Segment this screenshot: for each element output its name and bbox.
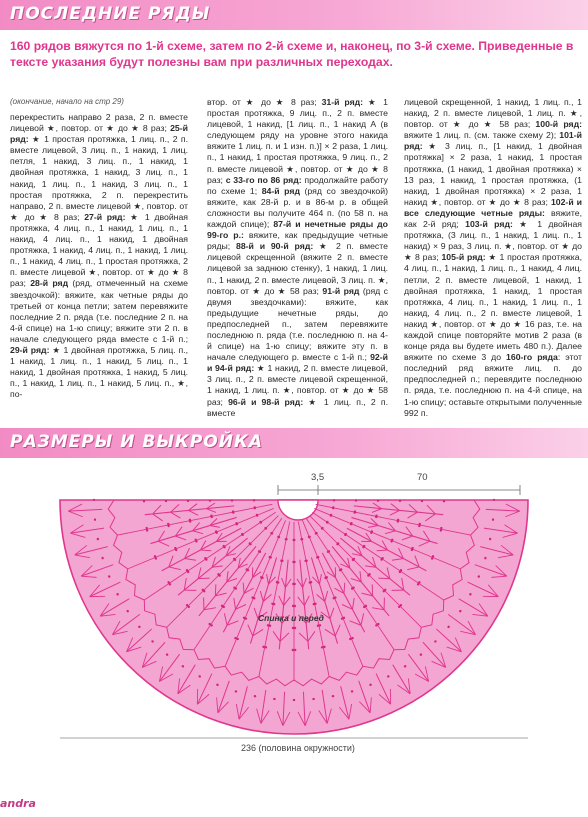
eyelet-dot [209, 499, 211, 501]
eyelet-dot [210, 515, 212, 517]
page-title: ПОСЛЕДНИЕ РЯДЫ [10, 4, 211, 24]
eyelet-dot [102, 557, 104, 559]
row-heading: 31-й ряд: [321, 97, 364, 107]
eyelet-dot [440, 527, 442, 529]
eyelet-dot [154, 555, 156, 557]
eyelet-dot [233, 558, 235, 560]
eyelet-dot [294, 649, 296, 651]
eyelet-dot [398, 606, 400, 608]
instruction-text: : этот последний ряд вяжите лиц. п. до предпоследней п.; перевядите последнюю п. ряда, т.е. последнюю п. на 4-й спице, на 1-ю спицу; оставьте открытыми полученные 992 п. [404, 352, 582, 418]
eyelet-dot [270, 532, 272, 534]
eyelet-dot [271, 603, 273, 605]
eyelet-dot [294, 627, 296, 629]
eyelet-dot [355, 499, 357, 501]
eyelet-dot [351, 587, 353, 589]
eyelet-dot [145, 527, 147, 529]
eyelet-dot [259, 521, 261, 523]
eyelet-dot [321, 527, 323, 529]
eyelet-dot [336, 543, 338, 545]
eyelet-dot [292, 649, 294, 651]
eyelet-dot [94, 519, 96, 521]
eyelet-dot [362, 546, 364, 548]
eyelet-dot [350, 523, 352, 525]
eyelet-dot [143, 500, 145, 502]
eyelet-dot [339, 569, 341, 571]
eyelet-dot [326, 521, 328, 523]
eyelet-dot [315, 532, 317, 534]
eyelet-dot [243, 617, 245, 619]
eyelet-dot [262, 646, 264, 648]
instruction-text: (ряд, отмеченный на схеме звездочкой): вяжите, как четные ряды до третьей от конца петли; затем перевяжите последние 2 п. ряда (т.е. последние 2 п. на 4-й спице) на 1-ю спицу; вяжите эти 2 п. в начале следующего ряда вместе с 1-й п.; [10, 278, 188, 344]
instruction-text: ★ 1 простая протяжка, 9 лиц. п., 2 п. вместе лицевой, 1 накид, [1 лиц. п., 1 накид А (в следующем ряду на уровне этого накида вяжите 1 лиц. п. и 1 изн. п.)] × 2 раза, 1 лиц. п., 1 накид, 1 простая протяжка, 9 лиц. п., 2 п. вместе лицевой ★, повтор. от ★ до ★ 8 раз; [207, 97, 389, 185]
eyelet-dot [399, 500, 401, 502]
row-heading: 96-й и 98-й ряд: [228, 396, 304, 407]
section-title: РАЗМЕРЫ И ВЫКРОЙКА [10, 432, 264, 452]
row-heading: 102-й и все следующие четные ряды: [404, 196, 582, 218]
instruction-text: вяжите 1 лиц. п. (см. также схему 2); [404, 130, 560, 141]
eyelet-dot [285, 538, 287, 540]
eyelet-dot [484, 557, 486, 559]
eyelet-dot [254, 695, 256, 697]
row-heading: 92-й и 94-й ряд: [207, 352, 388, 374]
row-heading: 27-й ряд: [84, 211, 126, 222]
eyelet-dot [308, 536, 310, 538]
row-heading: 28-й ряд [30, 278, 69, 289]
motif-line [215, 584, 216, 595]
eyelet-dot [367, 574, 369, 576]
eyelet-dot [165, 500, 167, 502]
eyelet-dot [292, 561, 294, 563]
eyelet-dot [249, 542, 251, 544]
instruction-text: перекрестить направо 2 раза, 2 п. вместе лицевой ★, повтор. от ★ до ★ 8 раз; [10, 112, 188, 134]
eyelet-dot [387, 675, 389, 677]
eyelet-dot [265, 646, 267, 648]
eyelet-dot [108, 576, 110, 578]
instruction-text: (ряд с двумя звездочками): вяжите, как предыдущие нечетные ряды, до предпоследней п., затем перевяжите последнюю п. ряда (т.е. последнюю п. на 4-й спице) на 1-ю спицу; вяжите эту п. в начале следующего р. вместе с 1-й п.; [207, 285, 388, 363]
eyelet-dot [155, 557, 157, 559]
eyelet-dot [189, 519, 191, 521]
eyelet-dot [97, 538, 99, 540]
eyelet-dot [215, 530, 217, 532]
eyelet-dot [237, 638, 239, 640]
eyelet-dot [333, 499, 335, 501]
eyelet-dot [186, 569, 188, 571]
row-heading: с 33-го по 86 ряд: [225, 174, 302, 185]
eyelet-dot [280, 560, 282, 562]
eyelet-dot [404, 665, 406, 667]
eyelet-dot [400, 604, 402, 606]
eyelet-dot [309, 581, 311, 583]
eyelet-dot [363, 606, 365, 608]
motif-line [378, 578, 389, 579]
eyelet-dot [432, 555, 434, 557]
instruction-text: ★ 1 лиц. п., 2 п. вместе [207, 396, 388, 418]
eyelet-dot [330, 514, 332, 516]
instruction-text: продолжайте работу по схеме 1; [207, 174, 388, 196]
eyelet-dot [258, 550, 260, 552]
eyelet-dot [377, 623, 379, 625]
eyelet-dot [349, 638, 351, 640]
eyelet-dot [478, 575, 480, 577]
eyelet-dot [370, 532, 372, 534]
eyelet-dot [241, 533, 243, 535]
eyelet-dot [351, 690, 353, 692]
eyelet-dot [434, 640, 436, 642]
instruction-text: ★ 1 простая протяжка, 1 лиц. п., 2 п. вместе лицевой, 3 лиц. п., 1 накид, 1 лиц. петля, 1 накид, 3 лиц. п., 1 накид, 1 двойная протяжка, 1 накид, 3 лиц. п., 1 накид, 1 лиц. п., 1 накид, 3 лиц. п., 1 простая протяжка, 2 п. перекрестить направо, 2 п. вместе лицевой ★, повтор. от ★ до ★ 8 раз; [10, 134, 188, 222]
eyelet-dot [232, 510, 234, 512]
eyelet-dot [375, 624, 377, 626]
eyelet-dot [332, 695, 334, 697]
eyelet-dot [419, 523, 421, 525]
row-heading: 100-й ряд: [535, 119, 582, 130]
instruction-text: вяжите, как 2-й ряд; [404, 207, 582, 230]
eyelet-dot [383, 590, 385, 592]
eyelet-dot [127, 610, 129, 612]
center-label: Спинка и перед [258, 613, 324, 623]
eyelet-dot [324, 577, 326, 579]
eyelet-dot [256, 514, 258, 516]
row-heading: 103-й ряд: [465, 219, 513, 230]
eyelet-dot [411, 549, 413, 551]
brand-logo: andra [0, 797, 36, 810]
eyelet-dot [166, 654, 168, 656]
eyelet-dot [167, 523, 169, 525]
eyelet-dot [341, 617, 343, 619]
continuation-note: (окончание, начало на стр 29) [10, 97, 124, 106]
eyelet-dot [333, 597, 335, 599]
eyelet-dot [300, 538, 302, 540]
eyelet-dot [174, 547, 176, 549]
eyelet-dot [138, 626, 140, 628]
eyelet-dot [292, 539, 294, 541]
eyelet-dot [188, 606, 190, 608]
eyelet-dot [319, 624, 321, 626]
eyelet-dot [182, 665, 184, 667]
eyelet-dot [277, 536, 279, 538]
eyelet-dot [459, 610, 461, 612]
eyelet-dot [317, 625, 319, 627]
eyelet-dot [351, 637, 353, 639]
eyelet-dot [292, 627, 294, 629]
instruction-text: (ряд со звездочкой) вяжите, как 28-й р. и в 86-м р. в общей сложности вы получите 464 п. (по 58 п. на каждой спице); [207, 185, 388, 230]
eyelet-dot [313, 603, 315, 605]
eyelet-dot [187, 500, 189, 502]
instruction-text: ★ 1 двойная протяжка, 4 лиц. п., 1 накид, 1 лиц. п., 1 накид, 4 лиц. п., 1 накид, 1 двойная протяжка, 1 накид, 4 лиц. п., 1 накид, 1 лиц. п., 1 накид, 4 лиц. п., 1 простая протяжка, 2 п. вместе лицевой ★, повтор. от ★ до ★ 8 раз; [10, 211, 189, 289]
row-heading: 101-й ряд: [404, 130, 582, 152]
eyelet-dot [352, 559, 354, 561]
eyelet-dot [293, 699, 295, 701]
eyelet-dot [223, 545, 225, 547]
eyelet-dot [304, 560, 306, 562]
eyelet-dot [327, 551, 329, 553]
eyelet-dot [390, 540, 392, 542]
eyelet-dot [210, 624, 212, 626]
eyelet-dot [440, 529, 442, 531]
eyelet-dot [344, 534, 346, 536]
instruction-text: ★ 1 двойная протяжка, (3 лиц. п., 1 накид, 1 лиц. п., 1 накид) × 9 раз, 3 лиц. п. ★, повтор. от ★ до ★ 8 раз; [404, 219, 582, 263]
eyelet-dot [235, 522, 237, 524]
eyelet-dot [167, 525, 169, 527]
text-column-2 [207, 97, 388, 419]
eyelet-dot [199, 675, 201, 677]
eyelet-dot [234, 637, 236, 639]
intro-text: 160 рядов вяжутся по 1-й схеме, затем по 2-й схеме и, наконец, по 3-й схеме. Приведенные в тексте указания будут полезны вам при различных переходах. [10, 39, 574, 69]
header-banner [0, 0, 588, 30]
instruction-text: ★ 2 п. вместе лицевой скрещенной (вяжите 2 п. вместе лицевой за заднюю стенку), 1 накид, 1 лиц. п., 1 накид, 2 п. вместе лицевой, 3 лиц. п. ★, повтор. от ★ до ★ 58 раз; [207, 241, 388, 296]
instruction-text: лицевой скрещенной, 1 накид, 1 лиц. п., 1 накид, 2 п. вместе лицевой, 1 лиц. п. ★, повтор. от ★ до ★ 58 раз; [404, 97, 582, 130]
eyelet-dot [354, 511, 356, 513]
eyelet-dot [217, 573, 219, 575]
eyelet-dot [254, 506, 256, 508]
eyelet-dot [208, 623, 210, 625]
eyelet-dot [231, 499, 233, 501]
eyelet-dot [375, 516, 377, 518]
eyelet-dot [267, 624, 269, 626]
eyelet-dot [489, 538, 491, 540]
row-heading: 25-й ряд: [10, 123, 188, 145]
eyelet-dot [269, 556, 271, 558]
eyelet-dot [273, 698, 275, 700]
instruction-text: ★ 1 простая протяжка, 4 лиц. п., 1 накид, 1 лиц. п., 1 накид, 4 лиц. петли, 2 п. вместе лицевой, 1 накид, 1 двойная протяжка, 1 накид, 1 простая протяжка, 4 лиц. п., 1 накид, 1 лиц. п., 1 накид, 4 лиц. п., 2 п. вместе лицевой, 1 накид ★, повтор. от ★ до ★ 16 раз, т.е. на каждой спице повторяйте мотив 2 раза (в конце ряда вы будете иметь 480 п.). Далее вяжите по схеме 3 до [404, 252, 583, 363]
eyelet-dot [167, 581, 169, 583]
eyelet-dot [251, 596, 253, 598]
eyelet-dot [292, 583, 294, 585]
row-heading: 29-й ряд: [10, 344, 50, 355]
motif-line [198, 578, 209, 579]
eyelet-dot [217, 684, 219, 686]
eyelet-dot [246, 568, 248, 570]
eyelet-dot [377, 499, 379, 501]
text-column-1 [10, 112, 188, 400]
eyelet-dot [469, 593, 471, 595]
eyelet-dot [448, 626, 450, 628]
eyelet-dot [316, 556, 318, 558]
eyelet-dot [235, 690, 237, 692]
eyelet-dot [292, 605, 294, 607]
motif-line [372, 584, 373, 595]
eyelet-dot [370, 684, 372, 686]
instruction-text: ★ 1 двойная протяжка, 5 лиц. п., 1 накид, 1 лиц. п., 1 накид, 5 лиц. п., 1 накид, 1 двойная протяжка, 1 накид, 5 лиц. п., 1 накид, 1 лиц. п., 1 накид, 5 лиц. п., ★, по- [10, 344, 189, 400]
eyelet-dot [493, 499, 495, 501]
eyelet-dot [399, 571, 401, 573]
text-column-3 [404, 97, 582, 419]
section-banner [0, 428, 588, 458]
dim-neck-label: 3,5 [311, 472, 325, 483]
row-heading: 87-й и нечетные ряды до 99-го р.: [207, 219, 388, 241]
eyelet-dot [492, 518, 494, 520]
eyelet-dot [417, 583, 419, 585]
eyelet-dot [260, 576, 262, 578]
instruction-text: втор. от ★ до ★ 8 раз; [207, 97, 322, 107]
eyelet-dot [253, 499, 255, 501]
eyelet-dot [321, 646, 323, 648]
dim-length-label: 70 [417, 472, 428, 483]
eyelet-dot [421, 500, 423, 502]
eyelet-dot [323, 646, 325, 648]
row-heading: 160-го ряда [506, 352, 558, 363]
eyelet-dot [443, 500, 445, 502]
eyelet-dot [264, 527, 266, 529]
pattern-diagram [0, 460, 588, 800]
eyelet-dot [418, 525, 420, 527]
eyelet-dot [332, 507, 334, 509]
eyelet-dot [221, 605, 223, 607]
eyelet-dot [195, 539, 197, 541]
hem-label: 236 (половина окружности) [241, 743, 355, 753]
eyelet-dot [418, 581, 420, 583]
eyelet-dot [420, 653, 422, 655]
instruction-text: вяжите, как предыдущие четные ряды; [207, 230, 388, 252]
instructions-columns [0, 97, 588, 417]
eyelet-dot [276, 581, 278, 583]
eyelet-dot [202, 589, 204, 591]
instruction-text: ★ 1 накид, 2 п. вместе лицевой, 3 лиц. п., 2 п. вместе лицевой скрещенной, 1 накид, 1 лиц. п. ★, повтор. от ★ до ★ 58 раз; [207, 363, 388, 407]
eyelet-dot [313, 698, 315, 700]
eyelet-dot [397, 520, 399, 522]
eyelet-dot [152, 640, 154, 642]
eyelet-dot [269, 625, 271, 627]
eyelet-dot [186, 604, 188, 606]
eyelet-dot [146, 529, 148, 531]
eyelet-dot [431, 557, 433, 559]
row-heading: 105-й ряд: [441, 252, 486, 263]
eyelet-dot [380, 558, 382, 560]
instruction-text: ★ 3 лиц. п., [1 накид, 1 двойная протяжка] × 2 раза, 1 накид, 1 простая протяжка, (1 накид, 1 двойная протяжка) × 13 раз, 1 накид, 1 простая протяжка, (1 накид, 1 двойная протяжка) × 2 раза, 1 накид ★, повтор. от ★ до ★ 8 раз; [404, 141, 582, 207]
row-heading: 91-й ряд [322, 285, 360, 296]
eyelet-dot [93, 499, 95, 501]
eyelet-dot [117, 593, 119, 595]
row-heading: 88-й и 90-й ряд: [235, 241, 314, 252]
eyelet-dot [169, 583, 171, 585]
eyelet-dot [233, 586, 235, 588]
eyelet-dot [204, 557, 206, 559]
row-heading: 84-й ряд [261, 185, 300, 196]
